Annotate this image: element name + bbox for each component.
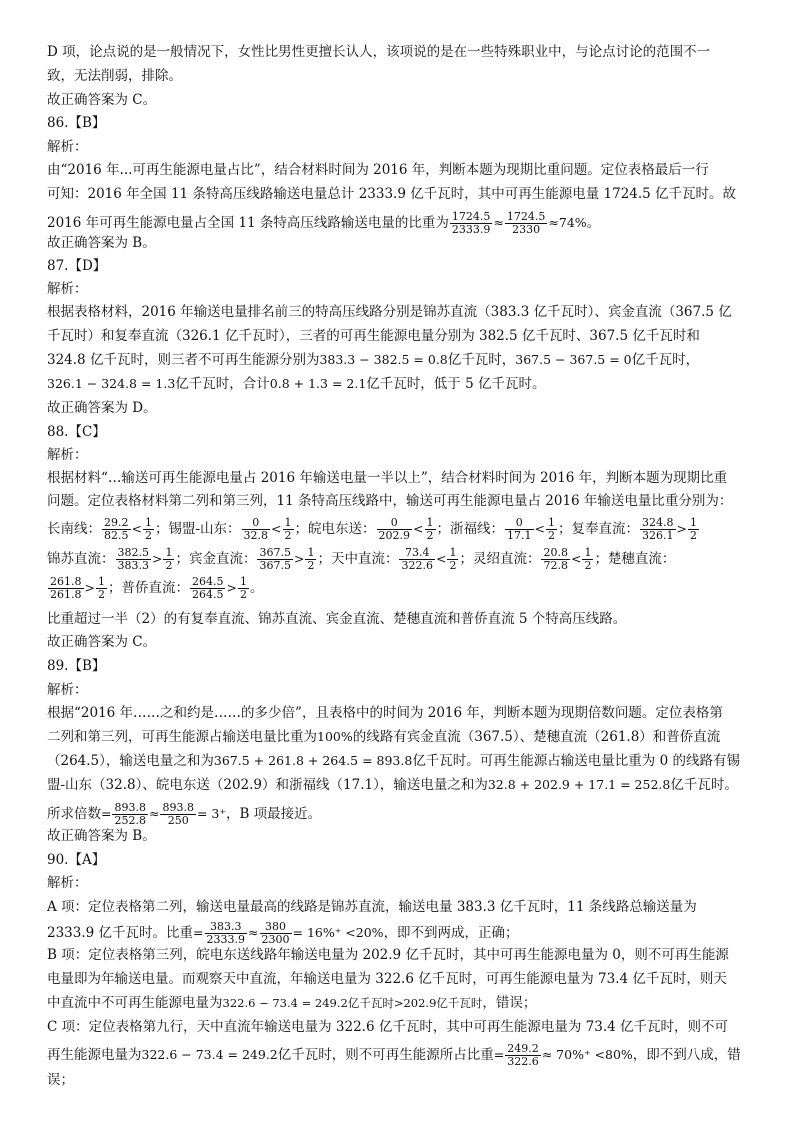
text-line: 根据材料“…输送可再生能源电量占 2016 年输送电量一半以上”，结合材料时间为 2016 年，判断本题为现期比重 (47, 470, 728, 486)
line-name: ；天中直流： (317, 551, 399, 567)
text-segment: 亿千瓦时，则不可再生能源所占比重 (277, 1047, 494, 1063)
half-fraction (582, 547, 593, 572)
numerator: 380 (260, 921, 292, 934)
numerator: 1724.5 (451, 210, 491, 223)
denominator: 2 (548, 529, 555, 542)
comparison-sign: < (435, 551, 447, 566)
q87-diff-line (47, 350, 699, 370)
denominator: 2 (97, 588, 105, 601)
line-name: ；宾金直流： (175, 551, 257, 567)
denominator: 2 (584, 559, 592, 572)
text-segment: 亿千瓦时。 (670, 777, 738, 793)
numerator: 1 (548, 516, 555, 529)
line-name: ；浙福线： (436, 521, 505, 537)
denominator: 326.1 (642, 529, 674, 542)
denominator: 2333.9 (206, 933, 246, 946)
text-segment: 2333.9 亿千瓦时。比重 (47, 925, 194, 941)
text-segment: ，即不到八成，错 (632, 1047, 741, 1063)
text-line: 电量即为年输送电量。而观察天中直流，年输送电量为 322.6 亿千瓦时，可再生能源电量为 73.4 亿千瓦时，则天 (47, 971, 727, 987)
text-line: 故正确答案为 C。 (47, 92, 157, 108)
denominator: 322.6 (507, 1055, 539, 1068)
line-name: ；复奉直流： (558, 521, 639, 537)
text-segment: 所求倍数 (47, 806, 101, 822)
half-fraction (425, 517, 436, 542)
half-fraction (283, 517, 294, 542)
fraction (48, 576, 84, 601)
text-line: 问题。定位表格材料第二列和第三列，11 条特高压线路中，输送可再生能源电量占 2016 年输送电量比重分别为： (47, 493, 733, 509)
comparison-sign: > (293, 551, 305, 566)
text-line: C 项：定位表格第九行，天中直流年输送电量为 322.6 亿千瓦时，其中可再生能源电量为 73.4 亿千瓦时，则不可 (47, 1019, 728, 1035)
fraction (190, 576, 226, 601)
denominator: 250 (167, 814, 189, 827)
text-line: 由“2016 年...可再生能源电量占比”，结合材料时间为 2016 年，判断本题为现期比重问题。定位表格最后一行 (47, 162, 709, 178)
math-result: ≈ 70%⁺ <80% (541, 1047, 633, 1062)
text-segment: 。 (249, 580, 264, 596)
comparison-sign: > (84, 580, 95, 595)
text-segment: 二列和第三列，可再生能源占输送电量比重为 (47, 729, 317, 745)
q90b-line (47, 993, 536, 1013)
numerator: 1 (144, 516, 152, 529)
denominator: 2 (689, 529, 697, 542)
denominator: 2333.9 (451, 223, 491, 236)
fraction (116, 547, 152, 572)
denominator: 17.1 (507, 529, 532, 542)
denominator: 2 (165, 559, 173, 572)
comparison-sign: > (226, 580, 237, 595)
q89-line (47, 727, 720, 747)
half-fraction (163, 547, 174, 572)
fraction (242, 517, 271, 542)
text-line: D 项，论点说的是一般情况下，女性比男性更擅长认人，该项说的是在一些特殊职业中，与论点讨论的范围不一 (47, 44, 711, 60)
question-number: 90.【A】 (47, 852, 106, 868)
fraction (541, 547, 570, 572)
denominator: 2300 (261, 933, 290, 946)
text-segment: 2016 年可再生能源电量占全国 11 条特高压线路输送电量的比重为 (47, 215, 449, 231)
numerator: 893.8 (114, 801, 146, 814)
q90c-ratio-line (47, 1040, 741, 1070)
text-segment: 盟-山东（32.8）、皖电东送（202.9）和浙福线（17.1），输送电量之和为 (47, 777, 488, 793)
text-line: 解析： (47, 281, 88, 297)
question-number: 86.【B】 (47, 115, 106, 131)
math-expression: 367.5 − 367.5 = 0 (515, 352, 632, 367)
text-line: 可知：2016 年全国 11 条特高压线路输送电量总计 2333.9 亿千瓦时，其中可再生能源电量 1724.5 亿千瓦时。故 (47, 186, 737, 202)
text-line: A 项：定位表格第二列，输送电量最高的线路是锦苏直流，输送电量 383.3 亿千瓦时，11 条线路总输送量为 (47, 899, 697, 915)
q89-line (47, 775, 738, 795)
math-expression: 322.6 − 73.4 = 249.2亿千瓦时>202.9亿千瓦时 (222, 996, 483, 1010)
text-segment: 再生能源电量为 (47, 1047, 142, 1063)
comparison-sign: > (152, 551, 163, 566)
comparison-sign: > (676, 521, 687, 536)
q88-ratio-row (47, 573, 263, 603)
q90a-ratio-line (47, 918, 519, 948)
text-line: 解析： (47, 682, 88, 698)
text-segment: ，错误； (482, 995, 537, 1011)
math-result: ≈74% (548, 215, 587, 230)
math-expression: 32.8 + 202.9 + 17.1 = 252.8 (487, 777, 671, 792)
line-name: 长南线： (47, 521, 101, 537)
numerator: 0 (242, 517, 271, 530)
text-line: 故正确答案为 C。 (47, 634, 157, 650)
numerator: 1724.5 (506, 210, 546, 223)
math-symbol: ≈ (493, 215, 504, 230)
comparison-sign: < (570, 551, 582, 566)
math-symbol: = (493, 1047, 505, 1062)
math-result: = 3⁺ (196, 806, 226, 821)
numerator: 0 (505, 517, 534, 530)
text-line: 故正确答案为 B。 (47, 235, 156, 251)
math-symbol: = (193, 925, 204, 940)
half-fraction (447, 547, 458, 572)
text-segment: （264.5），输送电量之和为 (47, 753, 214, 769)
fraction (640, 517, 676, 542)
text-line: 误； (47, 1072, 74, 1088)
text-line: 致，无法削弱，排除。 (47, 68, 182, 84)
text-segment: ，即不到两成，正确； (383, 925, 519, 941)
half-fraction (96, 576, 107, 601)
half-fraction (305, 547, 316, 572)
fraction (505, 211, 548, 236)
fraction (505, 1043, 541, 1068)
q87-sum-line (47, 374, 545, 394)
numerator: 0 (377, 517, 413, 530)
denominator: 2330 (512, 223, 541, 236)
math-expression: 383.3 − 382.5 = 0.8 (319, 352, 448, 367)
math-expression: 367.5 + 261.8 + 264.5 = 893.8 (213, 753, 413, 768)
q89-ratio-line (47, 799, 321, 829)
text-segment: 324.8 亿千瓦时，则三者不可再生能源分别为 (47, 352, 320, 368)
denominator: 2 (307, 559, 315, 572)
text-segment: 。 (586, 215, 601, 231)
fraction (450, 211, 493, 236)
math-expression: 100% (317, 729, 353, 744)
text-segment: 的线路有宾金直流（367.5）、楚穗直流（261.8）和普侨直流 (352, 729, 721, 745)
math-symbol: ≈ (248, 925, 259, 940)
line-name: ；普侨直流： (107, 580, 189, 596)
numerator: 1 (426, 516, 434, 529)
denominator: 383.3 (117, 559, 149, 572)
denominator: 32.8 (243, 529, 269, 542)
numerator: 1 (284, 516, 292, 529)
denominator: 82.5 (104, 529, 129, 542)
text-line: 根据表格材料，2016 年输送电量排名前三的特高压线路分别是锦苏直流（383.3 亿千瓦时）、宾金直流（367.5 亿 (47, 304, 732, 320)
math-expression: 0.8 + 1.3 = 2.1 (269, 376, 367, 391)
text-line: 故正确答案为 D。 (47, 400, 157, 416)
denominator: 2 (144, 529, 152, 542)
fraction (112, 802, 148, 827)
question-number: 87.【D】 (47, 258, 107, 274)
denominator: 261.8 (50, 588, 82, 601)
comparison-sign: < (413, 521, 424, 536)
fraction (377, 517, 413, 542)
line-name: ；皖电东送： (294, 521, 376, 537)
half-fraction (143, 517, 154, 542)
denominator: 264.5 (191, 588, 224, 601)
denominator: 2 (284, 529, 292, 542)
text-segment: ，B 项最接近。 (225, 806, 322, 822)
text-segment: 亿千瓦时， (447, 352, 516, 368)
numerator: 1 (689, 516, 697, 529)
numerator: 893.8 (162, 801, 194, 814)
line-name: 锦苏直流： (47, 551, 115, 567)
fraction (257, 547, 293, 572)
numerator: 1 (307, 546, 315, 559)
text-line: 解析： (47, 875, 88, 891)
numerator: 382.5 (117, 546, 149, 559)
comparison-sign: < (271, 521, 282, 536)
fraction (260, 921, 292, 946)
half-fraction (238, 576, 249, 601)
fraction (505, 517, 534, 542)
numerator: 1 (97, 575, 105, 588)
denominator: 2 (239, 588, 247, 601)
numerator: 1 (165, 546, 173, 559)
text-line: 比重超过一半（2）的有复奉直流、锦苏直流、宾金直流、楚穗直流和普侨直流 5 个特高压线路。 (47, 611, 627, 627)
math-result: = 16%⁺ <20% (292, 925, 384, 940)
question-number: 88.【C】 (47, 424, 106, 440)
text-segment: 中直流中不可再生能源电量为 (47, 995, 223, 1011)
q89-line (47, 751, 740, 771)
text-line: 千瓦时）和复奉直流（326.1 亿千瓦时），三者的可再生能源电量分别为 382.5 亿千瓦时、367.5 亿千瓦时和 (47, 328, 700, 344)
line-name: ；灵绍直流： (459, 551, 541, 567)
fraction (102, 517, 131, 542)
fraction (160, 802, 196, 827)
fraction (399, 547, 435, 572)
text-segment: 亿千瓦时，低于 5 亿千瓦时。 (366, 376, 546, 392)
numerator: 29.2 (104, 516, 129, 529)
numerator: 367.5 (259, 546, 291, 559)
line-name: ；锡盟-山东： (154, 521, 241, 537)
math-expression: 322.6 − 73.4 = 249.2 (141, 1047, 278, 1062)
text-line: 根据“2016 年……之和约是……的多少倍”，且表格中的时间为 2016 年，判断本题为现期倍数问题。定位表格第 (47, 705, 723, 721)
denominator: 322.6 (401, 559, 433, 572)
denominator: 202.9 (378, 529, 411, 542)
text-line: 故正确答案为 B。 (47, 828, 156, 844)
numerator: 20.8 (543, 546, 568, 559)
denominator: 2 (426, 529, 434, 542)
numerator: 1 (239, 575, 247, 588)
numerator: 264.5 (191, 575, 224, 588)
q88-ratio-row (47, 514, 700, 544)
half-fraction (688, 517, 699, 542)
numerator: 383.3 (205, 921, 248, 934)
comparison-sign: < (534, 521, 545, 536)
math-symbol: = (101, 806, 112, 821)
denominator: 2 (449, 559, 457, 572)
text-line: 解析： (47, 447, 88, 463)
numerator: 261.8 (50, 575, 82, 588)
line-name: ；楚穗直流： (594, 551, 676, 567)
math-expression: 326.1 − 324.8 = 1.3 (47, 376, 176, 391)
numerator: 1 (584, 546, 592, 559)
text-line: 解析： (47, 139, 88, 155)
numerator: 73.4 (399, 547, 435, 560)
q88-ratio-row (47, 544, 675, 574)
denominator: 252.8 (114, 814, 146, 827)
text-segment: 亿千瓦时， (631, 352, 700, 368)
numerator: 249.2 (507, 1042, 539, 1055)
comparison-sign: < (131, 521, 142, 536)
denominator: 367.5 (259, 559, 291, 572)
text-line: B 项：定位表格第三列，皖电东送线路年输送电量为 202.9 亿千瓦时，其中可再生能源电量为 0，则不可再生能源 (47, 947, 729, 963)
fraction (205, 921, 248, 946)
numerator: 1 (449, 546, 457, 559)
question-number: 89.【B】 (47, 658, 106, 674)
math-symbol: ≈ (148, 806, 160, 821)
denominator: 72.8 (543, 559, 568, 572)
text-segment: 亿千瓦时，合计 (175, 376, 270, 392)
half-fraction (546, 517, 557, 542)
text-segment: 亿千瓦时。可再生能源占输送电量比重为 0 的线路有锡 (412, 753, 740, 769)
numerator: 324.8 (642, 516, 674, 529)
